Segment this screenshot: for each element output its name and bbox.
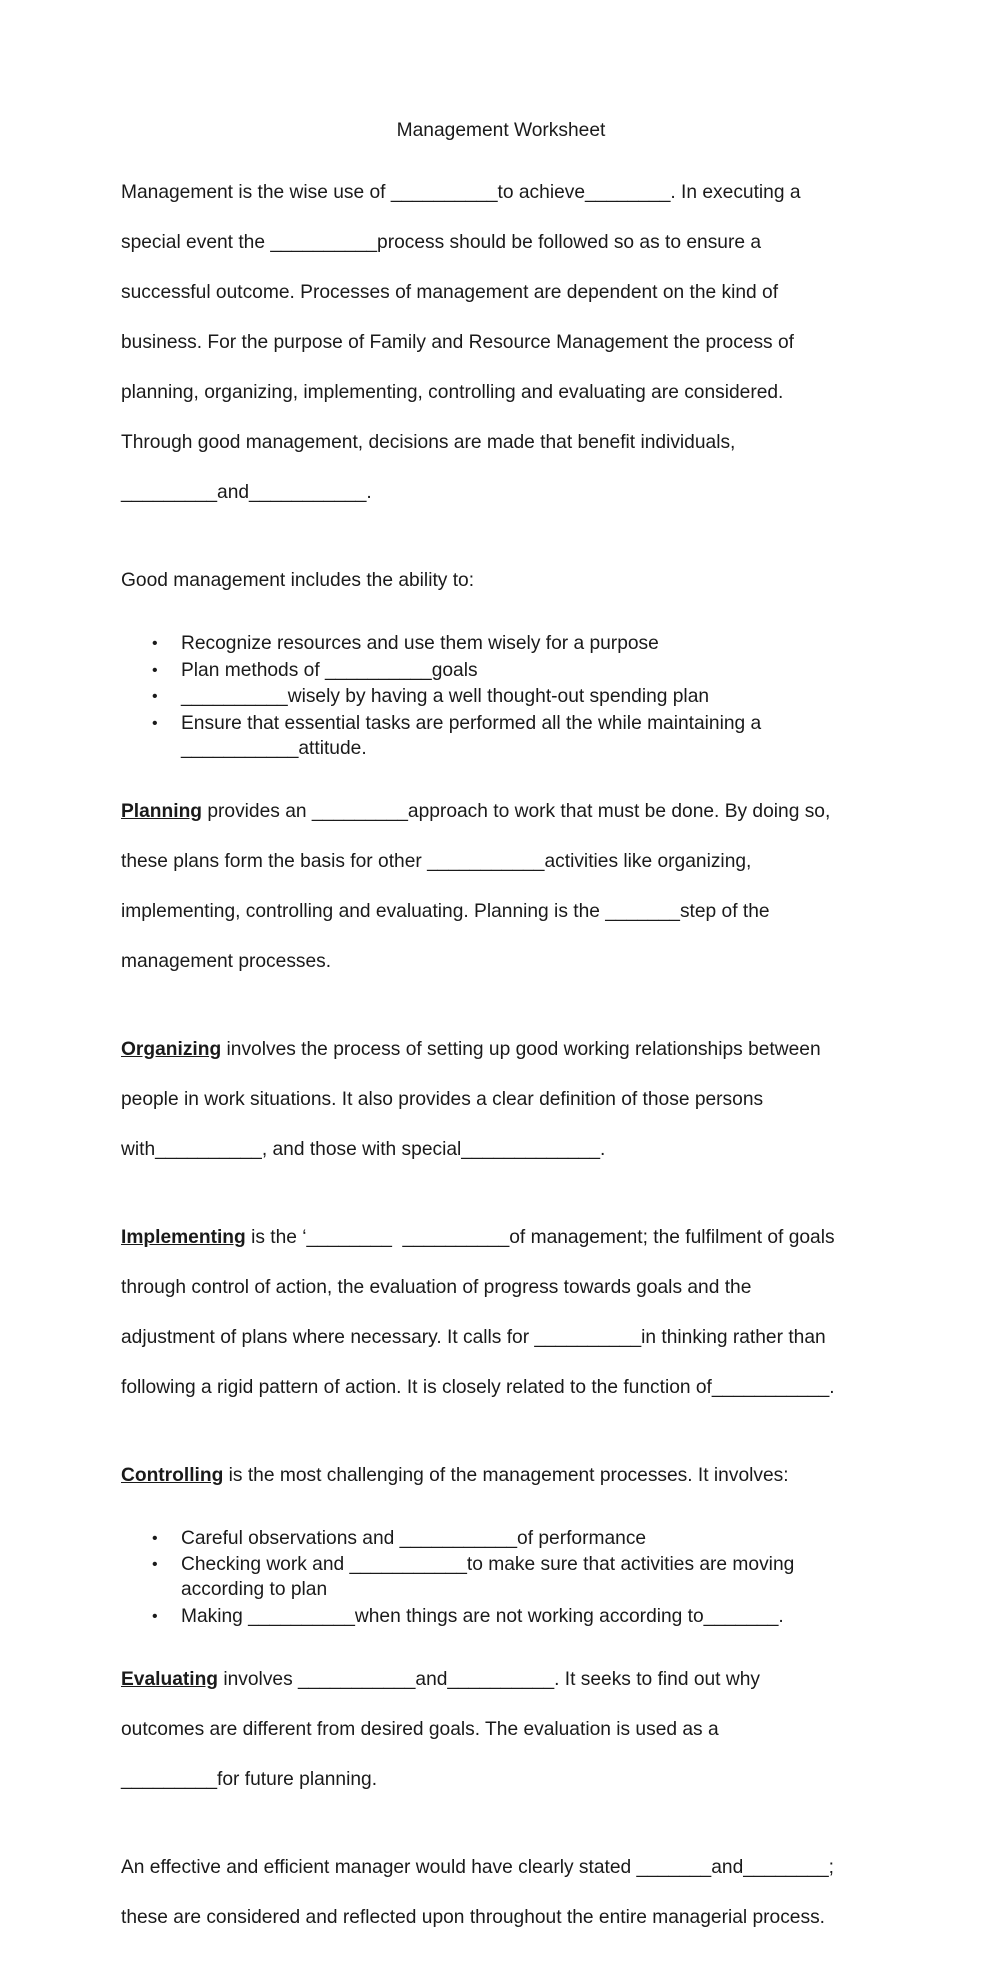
bullet-icon: • (152, 635, 158, 652)
controlling-line: is the most challenging of the management processes. It involves: (223, 1464, 789, 1486)
planning-line: these plans form the basis for other ___________activities like organizing, (121, 850, 752, 872)
evaluating-line: involves ___________and__________. It seeks to find out why (218, 1668, 760, 1690)
intro-paragraph (121, 155, 881, 530)
planning-paragraph (121, 774, 881, 999)
list-item (152, 1552, 881, 1602)
organizing-line: involves the process of setting up good working relationships between (221, 1038, 821, 1060)
intro-line: successful outcome. Processes of management are dependent on the kind of (121, 282, 779, 303)
implementing-paragraph (121, 1200, 881, 1425)
worksheet-page (121, 118, 881, 1968)
implementing-line: through control of action, the evaluation of progress towards goals and the (121, 1276, 752, 1298)
evaluating-term: Evaluating (121, 1668, 219, 1690)
list-item (152, 684, 881, 709)
list-item-text: Ensure that essential tasks are performed all the while maintaining a (181, 712, 762, 734)
evaluating-paragraph (121, 1642, 881, 1817)
bullet-icon: • (152, 1556, 158, 1573)
list-item-text: __________wisely by having a well thought-out spending plan (181, 686, 710, 707)
intro-line: business. For the purpose of Family and Resource Management the process of (121, 332, 794, 353)
planning-term: Planning (121, 800, 203, 822)
page-title: Management Worksheet (396, 120, 606, 141)
list-item (152, 711, 881, 761)
controlling-paragraph (121, 1438, 881, 1513)
implementing-line: following a rigid pattern of action. It is closely related to the function of___________. (121, 1376, 835, 1398)
intro-line: Management is the wise use of __________to achieve________. In executing a (121, 182, 801, 203)
implementing-term: Implementing (121, 1226, 246, 1248)
list-item (152, 631, 881, 656)
good-management-lead-text: Good management includes the ability to: (121, 570, 475, 591)
organizing-line: with__________, and those with special_____________. (121, 1138, 606, 1160)
organizing-line: people in work situations. It also provides a clear definition of those persons (121, 1088, 764, 1110)
organizing-first-line (121, 1037, 881, 1062)
intro-line: _________and___________. (121, 482, 372, 503)
list-item-text: Careful observations and ___________of performance (181, 1527, 647, 1549)
list-item-text: Checking work and ___________to make sure that activities are moving (181, 1554, 795, 1575)
bullet-icon: • (152, 661, 158, 679)
list-item-text: Recognize resources and use them wisely for a purpose (181, 633, 659, 654)
closing-paragraph (121, 1830, 881, 1955)
controlling-term: Controlling (121, 1464, 224, 1486)
list-item-text: Plan methods of __________goals (181, 659, 478, 681)
planning-first-line (121, 799, 881, 824)
controlling-list (121, 1526, 881, 1629)
list-item-text: ___________attitude. (181, 737, 367, 759)
controlling-first-line (121, 1463, 881, 1488)
list-item-text: according to plan (181, 1579, 328, 1600)
intro-line: special event the __________process should be followed so as to ensure a (121, 232, 762, 253)
implementing-line: is the ‘________ __________of management; the fulfilment of goals (245, 1226, 835, 1248)
implementing-first-line (121, 1225, 881, 1250)
bullet-icon: • (152, 714, 158, 732)
list-item-text: Making __________when things are not working according to_______. (181, 1605, 784, 1627)
intro-line: planning, organizing, implementing, controlling and evaluating are considered. (121, 382, 784, 403)
list-item (152, 658, 881, 683)
list-item (152, 1526, 881, 1551)
planning-line: implementing, controlling and evaluating. Planning is the _______step of the (121, 900, 770, 922)
bullet-icon: • (152, 688, 158, 705)
planning-line: management processes. (121, 950, 332, 972)
bullet-icon: • (152, 1529, 158, 1547)
organizing-paragraph (121, 1012, 881, 1187)
planning-line: provides an _________approach to work that must be done. By doing so, (202, 800, 831, 822)
bullet-icon: • (152, 1607, 158, 1625)
good-management-list (121, 631, 881, 761)
closing-line: these are considered and reflected upon throughout the entire managerial process. (121, 1906, 825, 1928)
implementing-line: adjustment of plans where necessary. It calls for __________in thinking rather than (121, 1326, 826, 1348)
good-management-lead (121, 543, 881, 618)
evaluating-line: _________for future planning. (121, 1768, 378, 1790)
list-item (152, 1604, 881, 1629)
closing-line: An effective and efficient manager would have clearly stated _______and________; (121, 1856, 834, 1878)
evaluating-line: outcomes are different from desired goals. The evaluation is used as a (121, 1718, 719, 1740)
evaluating-first-line (121, 1667, 881, 1692)
intro-line: Through good management, decisions are made that benefit individuals, (121, 432, 736, 453)
organizing-term: Organizing (121, 1038, 222, 1060)
